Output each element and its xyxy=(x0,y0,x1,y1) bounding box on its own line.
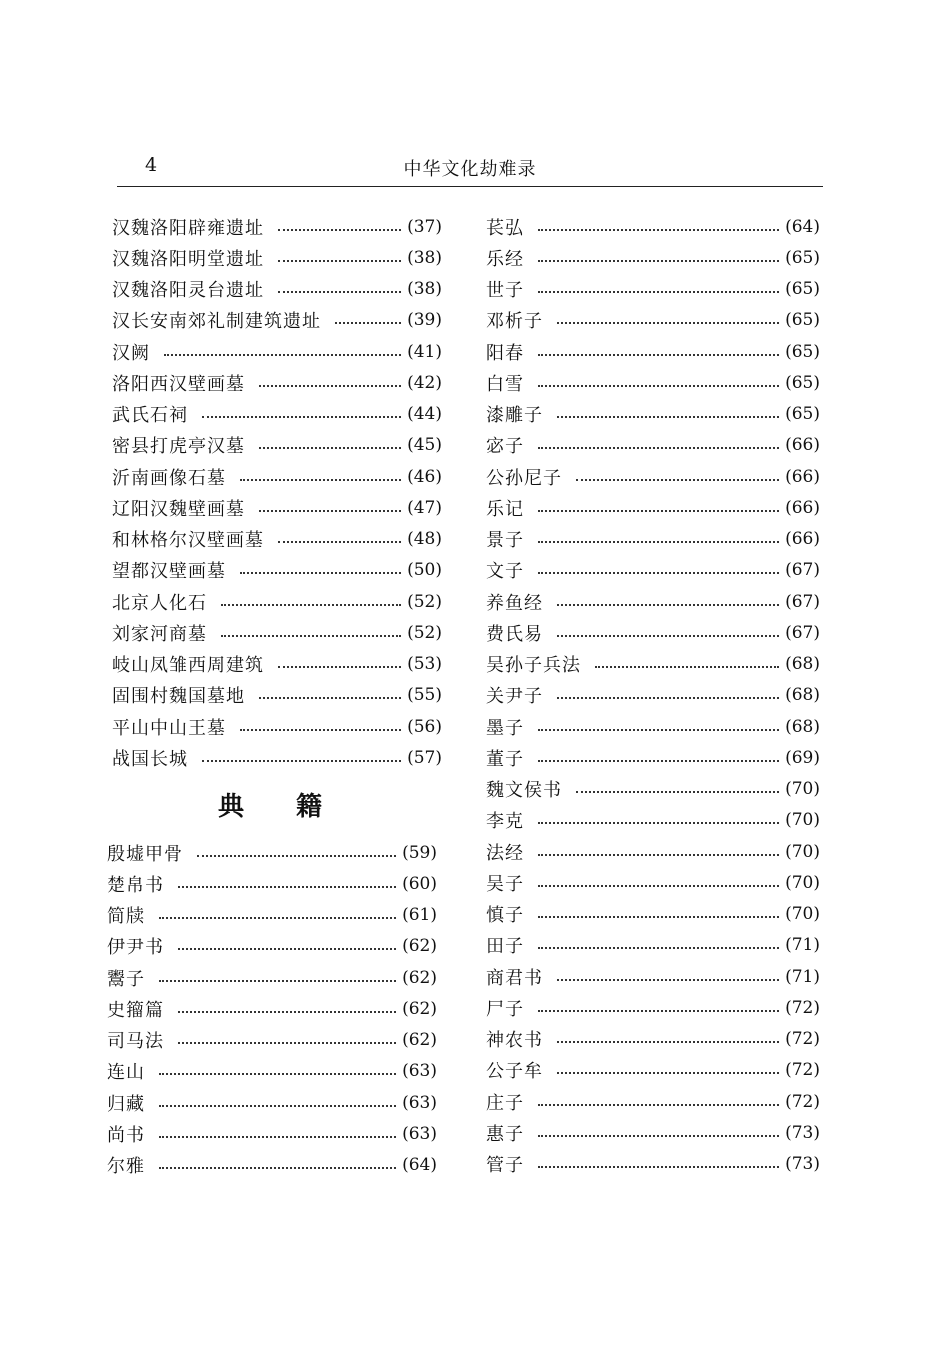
toc-entry-page: (71) xyxy=(785,966,820,987)
toc-entry-page: (62) xyxy=(402,1030,437,1051)
toc-entry xyxy=(486,461,820,492)
toc-entry-title: 白雪 xyxy=(486,373,524,395)
toc-entry xyxy=(112,711,442,742)
dot-leader xyxy=(278,666,401,668)
toc-entry-title: 固围村魏国墓地 xyxy=(112,686,245,708)
toc-entry-title: 吴孙子兵法 xyxy=(486,655,581,677)
toc-entry-title: 邓析子 xyxy=(486,311,543,333)
dot-leader xyxy=(538,385,779,387)
toc-entry-page: (66) xyxy=(785,497,820,518)
toc-entry xyxy=(112,586,442,617)
toc-entry-page: (63) xyxy=(402,1123,437,1144)
toc-entry-title: 伊尹书 xyxy=(107,937,164,959)
toc-entry xyxy=(486,399,820,430)
dot-leader xyxy=(538,916,779,918)
toc-entry-page: (68) xyxy=(785,716,820,737)
toc-entry xyxy=(107,1087,437,1118)
toc-entry xyxy=(107,868,437,899)
toc-entry-page: (57) xyxy=(407,747,442,768)
toc-entry-page: (71) xyxy=(785,935,820,956)
toc-entry-page: (62) xyxy=(402,967,437,988)
toc-entry xyxy=(486,961,820,992)
toc-entry-page: (46) xyxy=(407,466,442,487)
toc-entry-title: 法经 xyxy=(486,842,524,864)
dot-leader xyxy=(178,886,396,888)
dot-leader xyxy=(178,1011,396,1013)
toc-column-left-top xyxy=(112,211,442,774)
toc-entry xyxy=(486,492,820,523)
toc-entry-title: 管子 xyxy=(486,1155,524,1177)
dot-leader xyxy=(278,229,401,231)
toc-entry-page: (66) xyxy=(785,435,820,456)
toc-entry-page: (69) xyxy=(785,747,820,768)
toc-entry xyxy=(112,649,442,680)
toc-entry-title: 公孙尼子 xyxy=(486,467,562,489)
toc-entry xyxy=(486,774,820,805)
toc-entry xyxy=(486,1117,820,1148)
toc-entry xyxy=(486,1024,820,1055)
toc-entry-title: 尔雅 xyxy=(107,1156,145,1178)
toc-entry xyxy=(486,649,820,680)
toc-entry xyxy=(486,867,820,898)
toc-entry-title: 世子 xyxy=(486,280,524,302)
toc-entry-page: (70) xyxy=(785,904,820,925)
page-number: 4 xyxy=(145,154,158,176)
toc-entry-title: 墨子 xyxy=(486,717,524,739)
toc-entry-title: 尸子 xyxy=(486,998,524,1020)
toc-entry-page: (55) xyxy=(407,685,442,706)
dot-leader xyxy=(538,822,779,824)
toc-entry-page: (70) xyxy=(785,841,820,862)
toc-entry xyxy=(112,524,442,555)
dot-leader xyxy=(538,1010,779,1012)
toc-entry-page: (65) xyxy=(785,247,820,268)
toc-entry-page: (53) xyxy=(407,654,442,675)
dot-leader xyxy=(538,885,779,887)
toc-entry-page: (68) xyxy=(785,654,820,675)
toc-entry-title: 汉魏洛阳灵台遗址 xyxy=(112,280,264,302)
toc-entry-page: (67) xyxy=(785,622,820,643)
toc-entry-title: 司马法 xyxy=(107,1031,164,1053)
toc-entry-title: 归藏 xyxy=(107,1093,145,1115)
toc-entry-title: 董子 xyxy=(486,748,524,770)
toc-entry-title: 战国长城 xyxy=(112,748,188,770)
page-header xyxy=(117,150,823,187)
toc-entry-page: (60) xyxy=(402,873,437,894)
dot-leader xyxy=(538,1104,779,1106)
toc-entry xyxy=(486,1086,820,1117)
dot-leader xyxy=(278,541,401,543)
toc-entry-page: (64) xyxy=(402,1155,437,1176)
toc-entry xyxy=(112,680,442,711)
dot-leader xyxy=(221,604,401,606)
toc-entry xyxy=(486,899,820,930)
toc-entry-page: (67) xyxy=(785,560,820,581)
dot-leader xyxy=(159,1073,396,1075)
toc-entry-title: 望都汉壁画墓 xyxy=(112,561,226,583)
toc-entry xyxy=(112,211,442,242)
dot-leader xyxy=(221,635,401,637)
dot-leader xyxy=(202,416,401,418)
toc-entry-page: (47) xyxy=(407,497,442,518)
toc-entry-title: 汉魏洛阳明堂遗址 xyxy=(112,248,264,270)
running-title: 中华文化劫难录 xyxy=(403,159,537,180)
toc-entry-page: (67) xyxy=(785,591,820,612)
toc-entry-page: (72) xyxy=(785,1060,820,1081)
toc-entry-page: (66) xyxy=(785,466,820,487)
dot-leader xyxy=(197,855,396,857)
toc-entry-page: (59) xyxy=(402,842,437,863)
dot-leader xyxy=(278,260,401,262)
toc-entry xyxy=(486,742,820,773)
toc-entry xyxy=(112,492,442,523)
dot-leader xyxy=(538,1135,779,1137)
toc-entry-page: (44) xyxy=(407,404,442,425)
dot-leader xyxy=(538,729,779,731)
toc-entry xyxy=(486,836,820,867)
dot-leader xyxy=(538,291,779,293)
toc-entry-page: (72) xyxy=(785,997,820,1018)
toc-entry-title: 密县打虎亭汉墓 xyxy=(112,436,245,458)
toc-entry-page: (70) xyxy=(785,779,820,800)
dot-leader xyxy=(178,948,396,950)
dot-leader xyxy=(538,1166,779,1168)
toc-entry xyxy=(107,1025,437,1056)
dot-leader xyxy=(159,980,396,982)
toc-entry-page: (63) xyxy=(402,1061,437,1082)
toc-entry-title: 景子 xyxy=(486,530,524,552)
dot-leader xyxy=(538,229,779,231)
dot-leader xyxy=(538,541,779,543)
toc-entry-title: 汉魏洛阳辟雍遗址 xyxy=(112,217,264,239)
dot-leader xyxy=(202,760,401,762)
toc-entry xyxy=(112,617,442,648)
toc-entry-page: (61) xyxy=(402,905,437,926)
dot-leader xyxy=(557,697,779,699)
toc-entry-page: (73) xyxy=(785,1122,820,1143)
toc-entry-title: 乐记 xyxy=(486,498,524,520)
toc-entry xyxy=(486,367,820,398)
toc-entry xyxy=(486,992,820,1023)
toc-entry xyxy=(486,805,820,836)
toc-entry-title: 鬻子 xyxy=(107,968,145,990)
dot-leader xyxy=(576,791,779,793)
toc-entry-title: 李克 xyxy=(486,811,524,833)
toc-entry-page: (72) xyxy=(785,1091,820,1112)
toc-entry xyxy=(486,1055,820,1086)
toc-entry-title: 洛阳西汉壁画墓 xyxy=(112,373,245,395)
toc-entry-title: 平山中山王墓 xyxy=(112,717,226,739)
toc-entry-page: (65) xyxy=(785,341,820,362)
toc-entry-page: (72) xyxy=(785,1029,820,1050)
toc-entry-title: 乐经 xyxy=(486,248,524,270)
toc-entry xyxy=(486,211,820,242)
toc-entry-title: 和林格尔汉壁画墓 xyxy=(112,530,264,552)
toc-entry-page: (62) xyxy=(402,936,437,957)
toc-entry xyxy=(486,1149,820,1180)
toc-entry-page: (70) xyxy=(785,810,820,831)
toc-entry xyxy=(107,993,437,1024)
toc-entry-page: (63) xyxy=(402,1092,437,1113)
toc-entry xyxy=(486,242,820,273)
toc-entry-title: 关尹子 xyxy=(486,686,543,708)
dot-leader xyxy=(557,416,779,418)
dot-leader xyxy=(538,354,779,356)
toc-entry-page: (62) xyxy=(402,998,437,1019)
dot-leader xyxy=(538,510,779,512)
dot-leader xyxy=(538,854,779,856)
toc-entry xyxy=(112,274,442,305)
dot-leader xyxy=(538,447,779,449)
dot-leader xyxy=(159,1167,396,1169)
toc-entry xyxy=(107,1056,437,1087)
toc-entry-title: 田子 xyxy=(486,936,524,958)
dot-leader xyxy=(259,510,401,512)
toc-entry-title: 庄子 xyxy=(486,1092,524,1114)
toc-entry-page: (45) xyxy=(407,435,442,456)
dot-leader xyxy=(538,760,779,762)
toc-entry xyxy=(486,555,820,586)
toc-entry-page: (38) xyxy=(407,247,442,268)
toc-entry xyxy=(107,962,437,993)
toc-entry xyxy=(112,305,442,336)
dot-leader xyxy=(159,1136,396,1138)
toc-entry-title: 阳春 xyxy=(486,342,524,364)
toc-entry-page: (66) xyxy=(785,529,820,550)
toc-entry-page: (56) xyxy=(407,716,442,737)
dot-leader xyxy=(538,947,779,949)
toc-entry-page: (65) xyxy=(785,372,820,393)
toc-entry xyxy=(112,430,442,461)
dot-leader xyxy=(240,572,401,574)
toc-entry-page: (50) xyxy=(407,560,442,581)
dot-leader xyxy=(259,697,401,699)
toc-entry-title: 汉长安南郊礼制建筑遗址 xyxy=(112,311,321,333)
toc-entry-page: (68) xyxy=(785,685,820,706)
toc-entry-title: 北京人化石 xyxy=(112,592,207,614)
toc-entry xyxy=(112,367,442,398)
dot-leader xyxy=(278,291,401,293)
dot-leader xyxy=(557,1072,779,1074)
dot-leader xyxy=(557,635,779,637)
toc-entry-title: 宓子 xyxy=(486,436,524,458)
dot-leader xyxy=(240,729,401,731)
toc-entry-page: (48) xyxy=(407,529,442,550)
toc-entry xyxy=(107,900,437,931)
dot-leader xyxy=(159,917,396,919)
toc-column-right xyxy=(486,211,820,1180)
dot-leader xyxy=(335,322,401,324)
toc-entry-title: 惠子 xyxy=(486,1123,524,1145)
toc-entry-title: 楚帛书 xyxy=(107,874,164,896)
toc-entry xyxy=(486,336,820,367)
dot-leader xyxy=(557,979,779,981)
dot-leader xyxy=(557,1041,779,1043)
toc-entry xyxy=(107,837,437,868)
toc-entry-title: 汉阙 xyxy=(112,342,150,364)
toc-entry xyxy=(107,1118,437,1149)
toc-entry-title: 殷墟甲骨 xyxy=(107,843,183,865)
toc-entry xyxy=(486,680,820,711)
toc-entry xyxy=(486,430,820,461)
toc-entry-title: 慎子 xyxy=(486,905,524,927)
toc-entry xyxy=(486,711,820,742)
dot-leader xyxy=(259,385,401,387)
toc-entry xyxy=(107,1150,437,1181)
toc-entry-title: 文子 xyxy=(486,561,524,583)
section-heading: 典籍 xyxy=(218,792,375,822)
toc-entry xyxy=(486,930,820,961)
toc-entry xyxy=(486,524,820,555)
toc-entry-title: 尚书 xyxy=(107,1124,145,1146)
toc-entry-title: 岐山凤雏西周建筑 xyxy=(112,655,264,677)
dot-leader xyxy=(557,604,779,606)
toc-entry xyxy=(112,742,442,773)
toc-entry-title: 苌弘 xyxy=(486,217,524,239)
toc-entry xyxy=(486,305,820,336)
dot-leader xyxy=(557,322,779,324)
toc-entry-title: 养鱼经 xyxy=(486,592,543,614)
toc-entry-title: 武氏石祠 xyxy=(112,405,188,427)
toc-entry-title: 魏文侯书 xyxy=(486,780,562,802)
toc-entry xyxy=(112,336,442,367)
toc-entry-title: 漆雕子 xyxy=(486,405,543,427)
toc-entry xyxy=(107,931,437,962)
toc-entry-page: (52) xyxy=(407,591,442,612)
toc-entry-page: (73) xyxy=(785,1154,820,1175)
toc-entry-page: (70) xyxy=(785,872,820,893)
dot-leader xyxy=(538,260,779,262)
toc-entry-title: 连山 xyxy=(107,1062,145,1084)
toc-entry xyxy=(486,274,820,305)
toc-entry-page: (41) xyxy=(407,341,442,362)
toc-entry-title: 吴子 xyxy=(486,873,524,895)
toc-entry-page: (37) xyxy=(407,216,442,237)
toc-entry-page: (64) xyxy=(785,216,820,237)
dot-leader xyxy=(259,447,401,449)
toc-entry xyxy=(112,555,442,586)
toc-entry-title: 公子牟 xyxy=(486,1061,543,1083)
toc-entry xyxy=(112,242,442,273)
toc-entry-page: (65) xyxy=(785,279,820,300)
toc-entry-page: (52) xyxy=(407,622,442,643)
toc-entry-title: 史籀篇 xyxy=(107,999,164,1021)
dot-leader xyxy=(240,479,401,481)
dot-leader xyxy=(159,1105,396,1107)
toc-entry-title: 刘家河商墓 xyxy=(112,623,207,645)
toc-entry-page: (65) xyxy=(785,310,820,331)
toc-entry-title: 费氏易 xyxy=(486,623,543,645)
toc-entry-title: 商君书 xyxy=(486,967,543,989)
toc-entry-page: (39) xyxy=(407,310,442,331)
toc-entry-page: (38) xyxy=(407,279,442,300)
toc-entry-page: (42) xyxy=(407,372,442,393)
toc-column-left-bottom xyxy=(107,837,437,1181)
dot-leader xyxy=(538,572,779,574)
toc-entry xyxy=(486,586,820,617)
toc-entry xyxy=(112,399,442,430)
dot-leader xyxy=(164,354,401,356)
toc-entry-title: 沂南画像石墓 xyxy=(112,467,226,489)
toc-entry-title: 神农书 xyxy=(486,1030,543,1052)
toc-entry xyxy=(112,461,442,492)
dot-leader xyxy=(576,479,779,481)
toc-entry xyxy=(486,617,820,648)
toc-entry-title: 简牍 xyxy=(107,906,145,928)
toc-entry-title: 辽阳汉魏壁画墓 xyxy=(112,498,245,520)
dot-leader xyxy=(178,1042,396,1044)
dot-leader xyxy=(595,666,779,668)
toc-entry-page: (65) xyxy=(785,404,820,425)
